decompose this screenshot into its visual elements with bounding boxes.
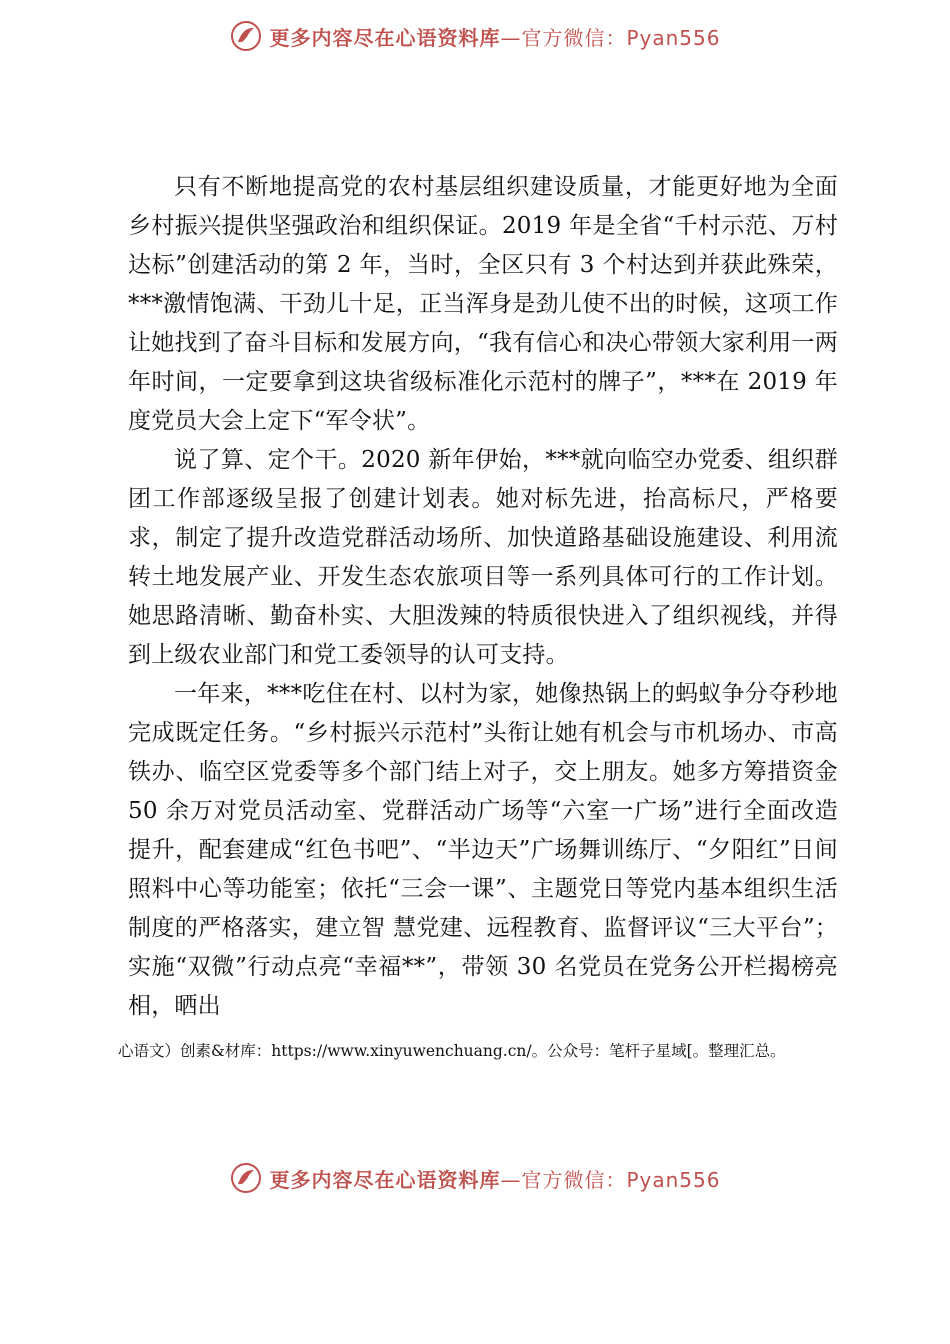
header-banner xyxy=(0,14,950,58)
brand-logo-icon xyxy=(229,1161,263,1195)
banner-wechat: —官方微信：Pyan556 xyxy=(500,25,721,50)
paragraph: 说了算、定个干。2020 新年伊始，***就向临空办党委、组织群团工作部逐级呈报了创建计划表。她对标先进，抬高标尺，严格要求，制定了提升改造党群活动场所、加快道路基础设施建设、利用流转土地发展产业、开发生态农旅项目等一系列具体可行的工作计划。她思路清晰、勤奋朴实、大胆泼辣的特质很快进入了组织视线，并得到上级农业部门和党工委领导的认可支持。 xyxy=(128,447,838,668)
banner-title: 更多内容尽在心语资料库 xyxy=(269,1167,501,1192)
paragraph: 一年来，***吃住在村、以村为家，她像热锅上的蚂蚁争分夺秒地完成既定任务。“乡村振兴示范村”头衔让她有机会与市机场办、市高铁办、临空区党委等多个部门结上对子，交上朋友。她多方筹措资金 50 余万对党员活动室、党群活动广场等“六室一广场”进行全面改造提升，配套建成“红色书吧”、“半边天”广场舞训练厅、“夕阳红”日间照料中心等功能室；依托“三会一课”、主题党日等党内基本组织生活制度的严格落实，建立智 慧党建、远程教育、监督评议“三大平台”；实施“双微”行动点亮“幸福**”，带领 30 名党员在党务公开栏揭榜亮相，晒出 xyxy=(128,681,838,1019)
banner-wechat: —官方微信：Pyan556 xyxy=(500,1167,721,1192)
source-footnote: 心语文）创素&材库：https://www.xinyuwenchuang.cn/。公众号：笔杆子星域[。整理汇总。 xyxy=(118,1042,786,1060)
article-body xyxy=(128,168,838,1026)
banner-title: 更多内容尽在心语资料库 xyxy=(269,25,501,50)
footer-banner xyxy=(0,1156,950,1200)
brand-logo-icon xyxy=(229,19,263,53)
paragraph: 只有不断地提高党的农村基层组织建设质量，才能更好地为全面乡村振兴提供坚强政治和组织保证。2019 年是全省“千村示范、万村达标”创建活动的第 2 年，当时，全区只有 3 个村达到并获此殊荣，***激情饱满、干劲儿十足，正当浑身是劲儿使不出的时候，这项工作让她找到了奋斗目标和发展方向，“我有信心和决心带领大家利用一两年时间，一定要拿到这块省级标准化示范村的牌子”，***在 2019 年度党员大会上定下“军令状”。 xyxy=(128,174,838,434)
